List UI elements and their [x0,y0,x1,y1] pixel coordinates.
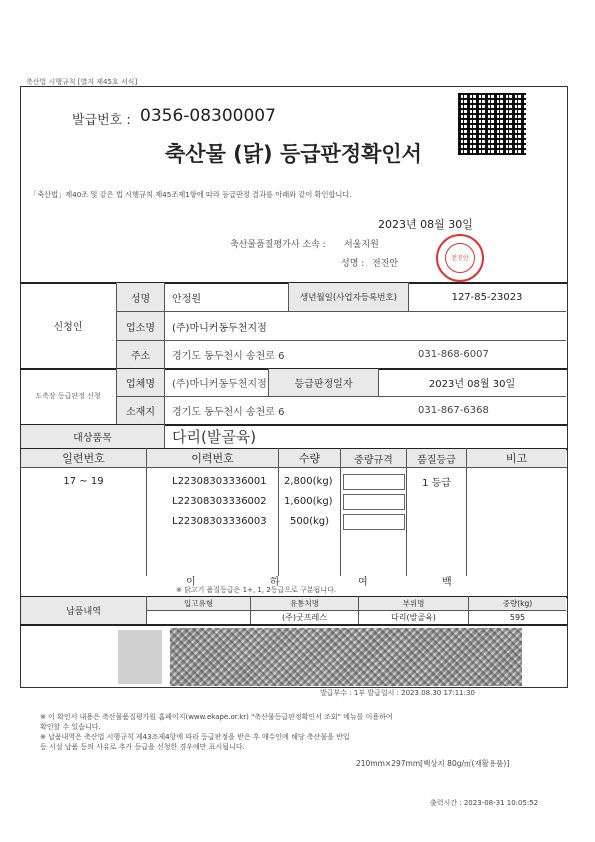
quantity: 500(kg) [290,515,330,527]
applicant-section-label: 신청인 [53,321,83,333]
spacer-char: 여 [358,577,368,588]
header-grade: 품질등급 [407,449,466,467]
official-seal [436,234,484,282]
delivery-header-weight: 중량(kg) [469,597,566,610]
paper-spec: 210mm×297mm[백상지 80g/㎡(재활용품)] [356,759,510,768]
weight-spec-box [343,474,405,490]
product-label: 대상품목 [21,425,164,448]
grade-footnote: ※ 닭고기 품질등급은 1+, 1, 2등급으로 구분됩니다. [176,586,337,594]
rule [164,424,165,448]
facility-name: (주)마니커동두천지점 [172,379,267,390]
stamp-image [118,630,162,684]
delivery-weight: 595 [509,613,526,622]
delivery-part: 다리(발골육) [391,613,436,622]
certificate-date: 2023년 08월 30일 [378,218,473,231]
rule [466,448,467,576]
spacer-char: 백 [442,577,452,588]
header-serial: 일련번호 [21,449,146,467]
delivery-label: 납품내역 [21,597,146,624]
facility-loc-label: 소재지 [117,397,164,424]
rule [278,448,279,576]
issue-number: 0356-08300007 [140,106,276,126]
note-line: 확인할 수 있습니다. [40,723,101,731]
rule [20,467,567,468]
certificate-title: 축산물 (닭) 등급판정확인서 [165,142,422,166]
delivery-type [147,611,250,624]
rule [146,448,147,576]
security-pattern [170,628,522,686]
delivery-header-part: 부위명 [359,597,468,610]
quantity: 1,600(kg) [284,495,333,507]
rule [406,448,407,576]
facility-location: 경기도 동두천시 송천로 6 [172,407,285,418]
qr-code [458,93,526,155]
trace-number: L22308303336001 [172,475,267,487]
spacer-char: 하 [270,577,280,588]
inspector-org-label: 축산물품질평가사 소속 : [230,240,326,250]
applicant-company-label: 업소명 [117,312,164,340]
serial-range: 17 ~ 19 [63,475,104,487]
weight-spec-box [343,514,405,530]
facility-phone: 031-867-6368 [418,405,489,416]
note-line: ※ 납품내역은 축산법 시행규칙 제43조제4항에 따라 등급판정을 받은 후 매수인에 해당 축산물을 반입 [40,733,350,741]
rule [20,624,567,626]
inspector-name-label: 성명 : [341,259,365,269]
product-name: 다리(발골육) [172,428,257,446]
delivery-header-type: 입고유형 [147,597,250,610]
intro-text: 「축산법」제40조 및 같은 법 시행규칙 제45조제1항에 따라 등급판정 결과를 아래와 같이 확인합니다. [30,190,352,199]
header-quantity: 수량 [279,449,340,467]
rule [340,448,341,576]
applicant-company: (주)마니커동두천지점 [172,322,267,334]
header-weight-spec: 중량규격 [341,449,406,467]
trace-number: L22308303336003 [172,515,267,527]
facility-date: 2023년 08월 30일 [428,379,516,390]
delivery-distributor: (주)굿프레스 [282,613,327,622]
issue-footer: 발급부수 : 1부 발급일시 : 2023.08.30 17:11:30 [320,689,475,697]
form-reference: 축산법 시행규칙 [별지 제45호 서식] [26,78,138,86]
seal-inner: 전진안 [445,243,475,273]
delivery-header-distributor: 유통처명 [251,597,358,610]
print-time: 출력시간 : 2023-08-31 10:05:52 [430,799,539,807]
applicant-name: 안정원 [172,293,201,305]
applicant-bizno: 127-85-23023 [451,291,523,303]
spacer-char: 이 [186,577,196,588]
trace-number: L22308303336002 [172,495,267,507]
quality-grade: 1 등급 [422,477,451,489]
applicant-address-label: 주소 [117,341,164,368]
quantity: 2,800(kg) [284,475,333,487]
facility-date-label: 등급판정일자 [269,369,378,396]
facility-name-label: 업체명 [117,369,164,396]
applicant-phone: 031-868-6007 [418,349,489,360]
inspector-name: 전진안 [372,259,399,269]
applicant-name-label: 성명 [117,283,164,311]
note-line: ※ 이 확인서 내용은 축산물품질평가원 홈페이지(www.ekape.or.kr) "축산물등급판정확인서 조회" 메뉴를 이용하여 [40,713,393,721]
header-trace-no: 이력번호 [147,449,278,467]
weight-spec-box [343,494,405,510]
note-line: 등 시설 납품 등의 사유로 추가 등급을 신청한 경우에만 표시됩니다. [40,743,245,751]
rule [164,282,165,424]
facility-side-note: 도축장 등급판정 신청 [35,392,101,400]
issue-number-label: 발급번호 : [72,113,131,128]
applicant-address: 경기도 동두천시 송천로 6 [172,351,285,362]
applicant-bizno-label: 생년월일(사업자등록번호) [289,283,408,311]
inspector-org: 서울지원 [344,240,379,250]
header-remarks: 비고 [467,449,566,467]
